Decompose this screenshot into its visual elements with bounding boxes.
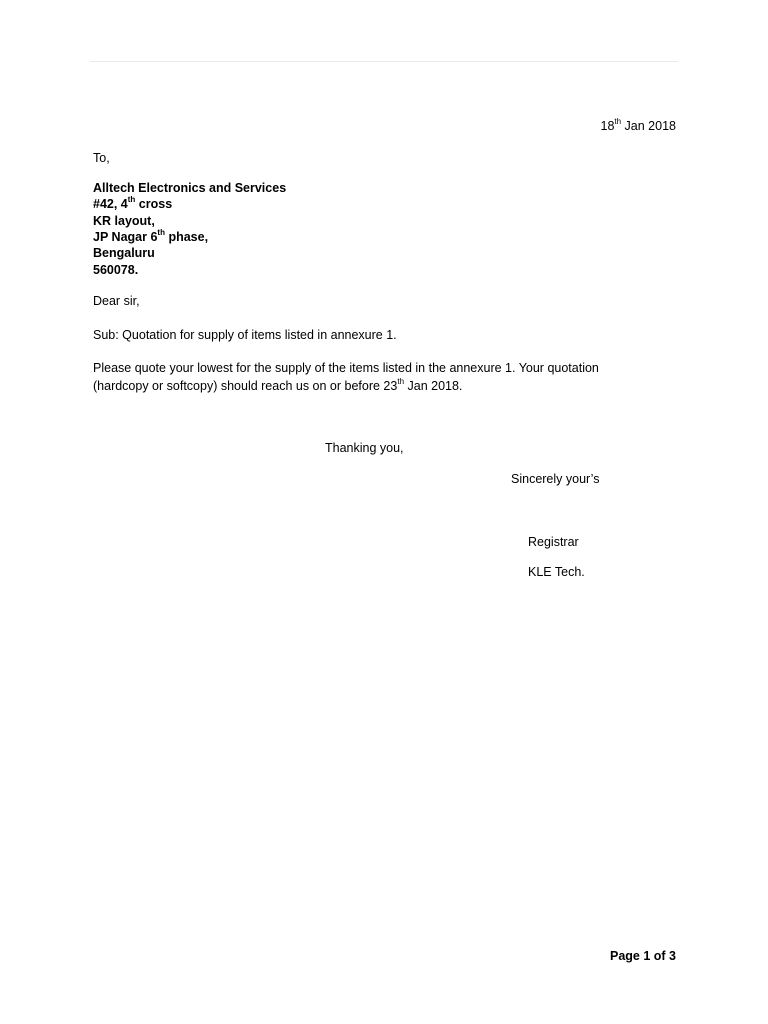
page-number: Page 1 of 3 — [610, 949, 676, 963]
signatory-title: Registrar — [528, 535, 579, 549]
address-line-1: #42, 4th cross — [93, 194, 173, 211]
greeting: Dear sir, — [93, 294, 140, 308]
letter-date: 18th Jan 2018 — [600, 116, 676, 133]
subject-line: Sub: Quotation for supply of items listed in annexure 1. — [93, 328, 397, 342]
recipient-name: Alltech Electronics and Services — [93, 181, 287, 195]
thanking-line: Thanking you, — [325, 441, 404, 455]
salutation-to: To, — [93, 151, 110, 165]
address-line-2: KR layout, — [93, 214, 155, 228]
address-line-4: Bengaluru — [93, 246, 155, 260]
address-line-3: JP Nagar 6th phase, — [93, 227, 209, 244]
closing-line: Sincerely your’s — [511, 472, 600, 486]
body-line-2: (hardcopy or softcopy) should reach us on or before 23th Jan 2018. — [93, 376, 463, 393]
address-line-5: 560078. — [93, 263, 139, 277]
signatory-org: KLE Tech. — [528, 565, 585, 579]
header-divider — [90, 61, 678, 62]
body-line-1: Please quote your lowest for the supply of the items listed in the annexure 1. Your quotation — [93, 361, 599, 375]
